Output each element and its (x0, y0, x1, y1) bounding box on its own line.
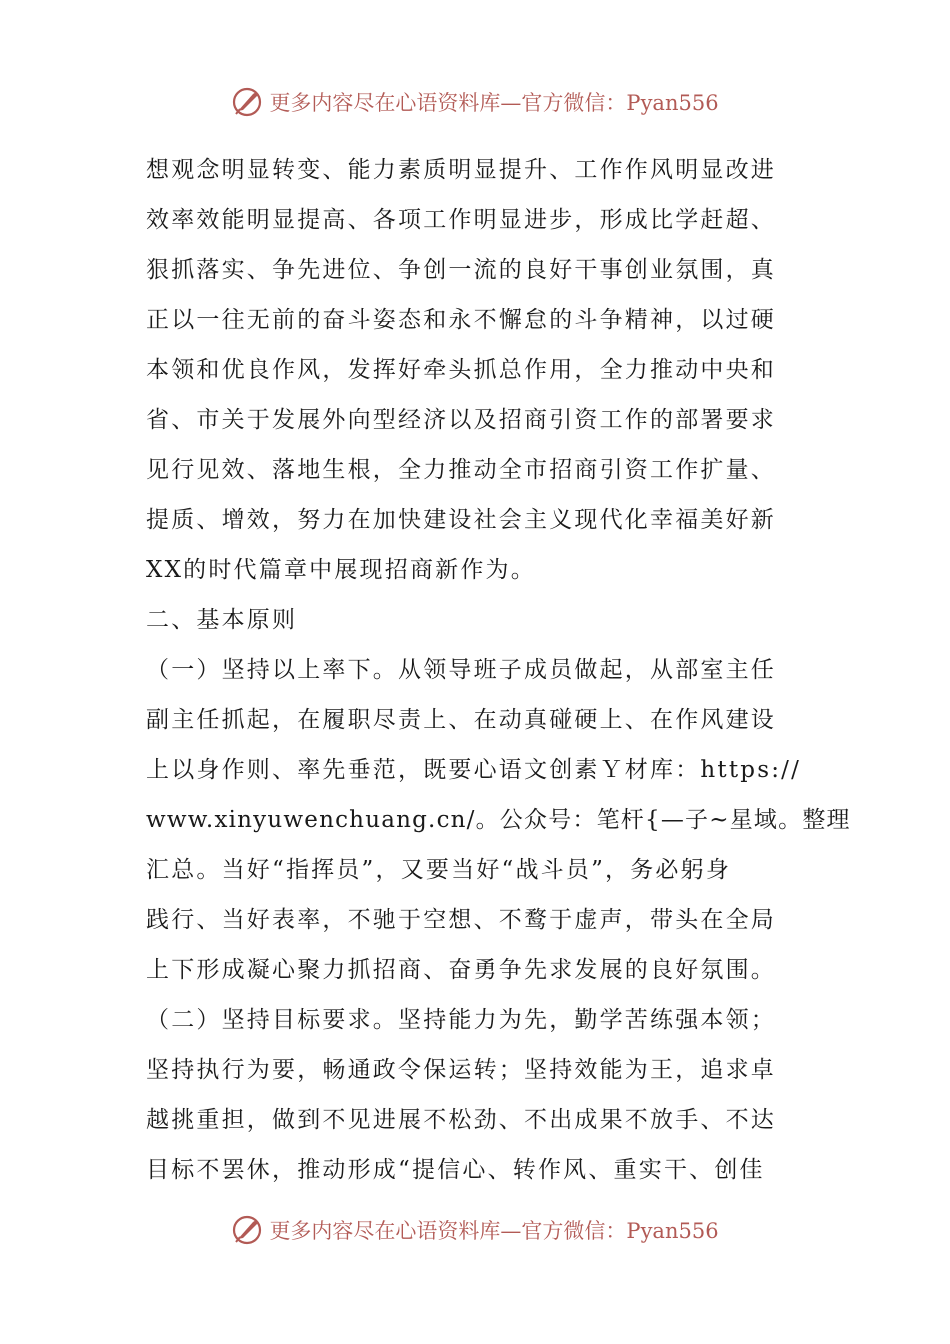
header-banner (0, 82, 950, 122)
body-line: 见行见效、落地生根，全力推动全市招商引资工作扩量、 (146, 457, 776, 483)
body-line: 坚持执行为要，畅通政令保运转；坚持效能为王，追求卓 (146, 1057, 776, 1083)
footer-banner-text: 更多内容尽在心语资料库—官方微信：Pyan556 (269, 1219, 719, 1243)
document-body (146, 145, 851, 1195)
body-line: 正以一往无前的奋斗姿态和永不懈怠的斗争精神，以过硬 (146, 307, 776, 333)
body-line: XX的时代篇章中展现招商新作为。 (146, 557, 536, 583)
body-line: 提质、增效，努力在加快建设社会主义现代化幸福美好新 (146, 507, 776, 533)
body-line: www.xinyuwenchuang.cn/。公众号：笔杆{—子~星域。整理 (146, 807, 851, 833)
body-line: （一）坚持以上率下。从领导班子成员做起，从部室主任 (146, 657, 776, 683)
body-line: 践行、当好表率，不驰于空想、不鹜于虚声，带头在全局 (146, 907, 776, 933)
header-banner-text: 更多内容尽在心语资料库—官方微信：Pyan556 (269, 91, 719, 115)
body-line: 本领和优良作风，发挥好牵头抓总作用，全力推动中央和 (146, 357, 776, 383)
body-line: 想观念明显转变、能力素质明显提升、工作作风明显改进 (146, 157, 776, 183)
body-line: 效率效能明显提高、各项工作明显进步，形成比学赶超、 (146, 207, 776, 233)
body-line: 副主任抓起，在履职尽责上、在动真碰硬上、在作风建设 (146, 707, 776, 733)
body-line: （二）坚持目标要求。坚持能力为先，勤学苦练强本领； (146, 1007, 776, 1033)
body-line: 目标不罢休，推动形成“提信心、转作风、重实干、创佳 (146, 1157, 765, 1183)
body-line: 狠抓落实、争先进位、争创一流的良好干事创业氛围，真 (146, 257, 776, 283)
body-line: 上以身作则、率先垂范，既要心语文创素Ｙ材库：https:// (146, 757, 802, 783)
footer-banner (0, 1210, 950, 1250)
body-line: 上下形成凝心聚力抓招商、奋勇争先求发展的良好氛围。 (146, 957, 776, 983)
body-line: 越挑重担，做到不见进展不松劲、不出成果不放手、不达 (146, 1107, 776, 1133)
body-line: 汇总。当好“指挥员”，又要当好“战斗员”，务必躬身 (146, 857, 732, 883)
quill-circle-icon (231, 1214, 263, 1246)
body-line: 省、市关于发展外向型经济以及招商引资工作的部署要求 (146, 407, 776, 433)
section-heading: 二、基本原则 (146, 607, 298, 633)
quill-circle-icon (231, 86, 263, 118)
